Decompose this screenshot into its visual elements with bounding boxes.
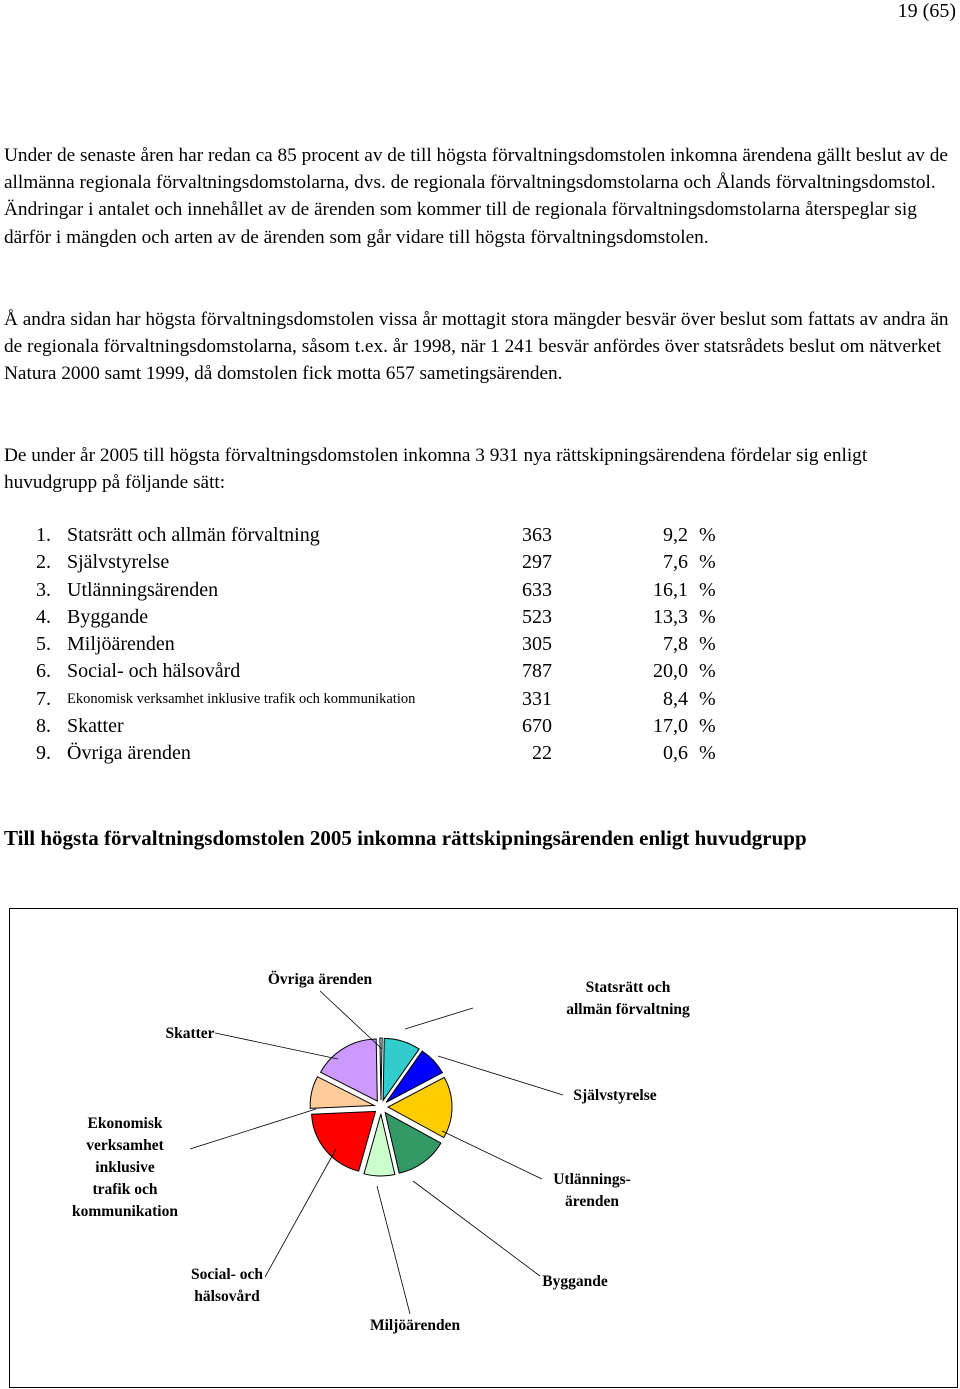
leader-line: [405, 1008, 473, 1029]
list-item-number: 8.: [36, 715, 51, 738]
list-item-unit: %: [699, 524, 716, 546]
pie-slice-label: Social- och hälsovård: [191, 1266, 263, 1305]
list-item-label: Statsrätt och allmän förvaltning: [67, 524, 320, 546]
pie-slice-label: Statsrätt och allmän förvaltning: [566, 979, 690, 1018]
pie-slice-label: Skatter: [165, 1025, 215, 1042]
list-item-number: 9.: [36, 742, 51, 765]
list-item-percent: 7,6: [663, 551, 688, 574]
list-item-label: Miljöärenden: [67, 633, 175, 656]
pie-slice-label: Byggande: [542, 1273, 608, 1290]
list-item-number: 6.: [36, 660, 51, 683]
page-number: 19 (65): [897, 0, 956, 22]
list-item-count: 305: [522, 633, 552, 656]
leader-line: [413, 1181, 540, 1276]
list-item-percent: 20,0: [653, 660, 688, 683]
list-item-count: 22: [532, 742, 552, 765]
pie-slice-label: Ekonomisk verksamhet inklusive trafik och kommunikation: [72, 1115, 178, 1220]
chart-title: Till högsta förvaltningsdomstolen 2005 inkomna rättskipningsärenden enligt huvudgrupp: [4, 826, 807, 850]
list-item-label: Skatter: [67, 715, 124, 738]
list-item-unit: %: [699, 551, 716, 574]
list-item-label: Självstyrelse: [67, 551, 170, 574]
pie-chart: [9, 908, 958, 1388]
pie-slice: [312, 1111, 376, 1171]
paragraph-3: De under år 2005 till högsta förvaltningsdomstolen inkomna 3 931 nya rättskipningsärendena fördelar sig enligt huvudgrupp på följande sätt:: [4, 445, 868, 494]
pie-slice-label: Övriga ärenden: [267, 971, 373, 988]
list-item-unit: %: [699, 742, 716, 765]
list-item-number: 1.: [36, 524, 51, 546]
list-item-count: 670: [522, 715, 552, 738]
list-item-count: 633: [522, 578, 552, 601]
list-item-percent: 16,1: [653, 578, 688, 601]
list-item-percent: 7,8: [663, 633, 688, 656]
leader-line: [320, 991, 382, 1049]
leader-line: [377, 1186, 410, 1314]
list-item-percent: 17,0: [653, 715, 688, 738]
leader-line: [215, 1033, 338, 1059]
list-item-unit: %: [699, 660, 716, 683]
list-item-label: Ekonomisk verksamhet inklusive trafik och kommunikation: [67, 690, 416, 707]
list-item-percent: 8,4: [663, 687, 688, 710]
list-item-number: 5.: [36, 633, 51, 656]
paragraph-1: Under de senaste åren har redan ca 85 procent av de till högsta förvaltningsdomstolen inkomna ärendena gällt beslut av de allmänna regionala förvaltningsdomstolarna, dvs. de regionala förvaltningsdomstolarna och Ålands förvaltningsdomstol. Ändringar i antalet och innehållet av de ärenden som kommer till de regionala förvaltningsdomstolarna återspeglar sig därför i mängden och arten av de ärenden som går vidare till högsta förvaltningsdomstolen.: [4, 145, 948, 248]
list-item-number: 3.: [36, 578, 51, 601]
pie-slice-label: Självstyrelse: [573, 1087, 657, 1104]
leader-line: [442, 1131, 542, 1179]
list-item-percent: 0,6: [663, 742, 688, 765]
list-item-label: Utlänningsärenden: [67, 578, 219, 601]
leader-line: [438, 1056, 563, 1095]
list-item-count: 523: [522, 605, 552, 628]
list-item-count: 331: [522, 687, 552, 710]
list-item-label: Övriga ärenden: [67, 742, 191, 765]
list-item-unit: %: [699, 687, 716, 710]
list-item-label: Byggande: [67, 605, 149, 628]
list-item-percent: 13,3: [653, 605, 688, 628]
list-item-unit: %: [699, 633, 716, 656]
list-item-number: 2.: [36, 551, 51, 574]
list-item-label: Social- och hälsovård: [67, 660, 241, 683]
list-item-count: 363: [522, 524, 552, 546]
list-item-count: 297: [522, 551, 552, 574]
pie-slice-label: Utlännings- ärenden: [553, 1171, 631, 1210]
list-item-percent: 9,2: [663, 524, 688, 546]
list-item-unit: %: [699, 605, 716, 628]
leader-line: [190, 1109, 316, 1149]
list-item-unit: %: [699, 578, 716, 601]
list-item-number: 7.: [36, 687, 51, 710]
pie-slice-label: Miljöärenden: [369, 1317, 461, 1334]
list-item-number: 4.: [36, 605, 51, 628]
leader-line: [265, 1149, 336, 1277]
list-item-unit: %: [699, 715, 716, 738]
paragraph-2: Å andra sidan har högsta förvaltningsdomstolen vissa år mottagit stora mängder besvär över beslut som fattats av andra än de regionala förvaltningsdomstolarna, såsom t.ex. år 1998, när 1 241 besvär anfördes över statsrådets beslut om nätverket Natura 2000 samt 1999, då domstolen fick motta 657 sametingsärenden.: [4, 309, 949, 385]
list-item-count: 787: [522, 660, 552, 683]
